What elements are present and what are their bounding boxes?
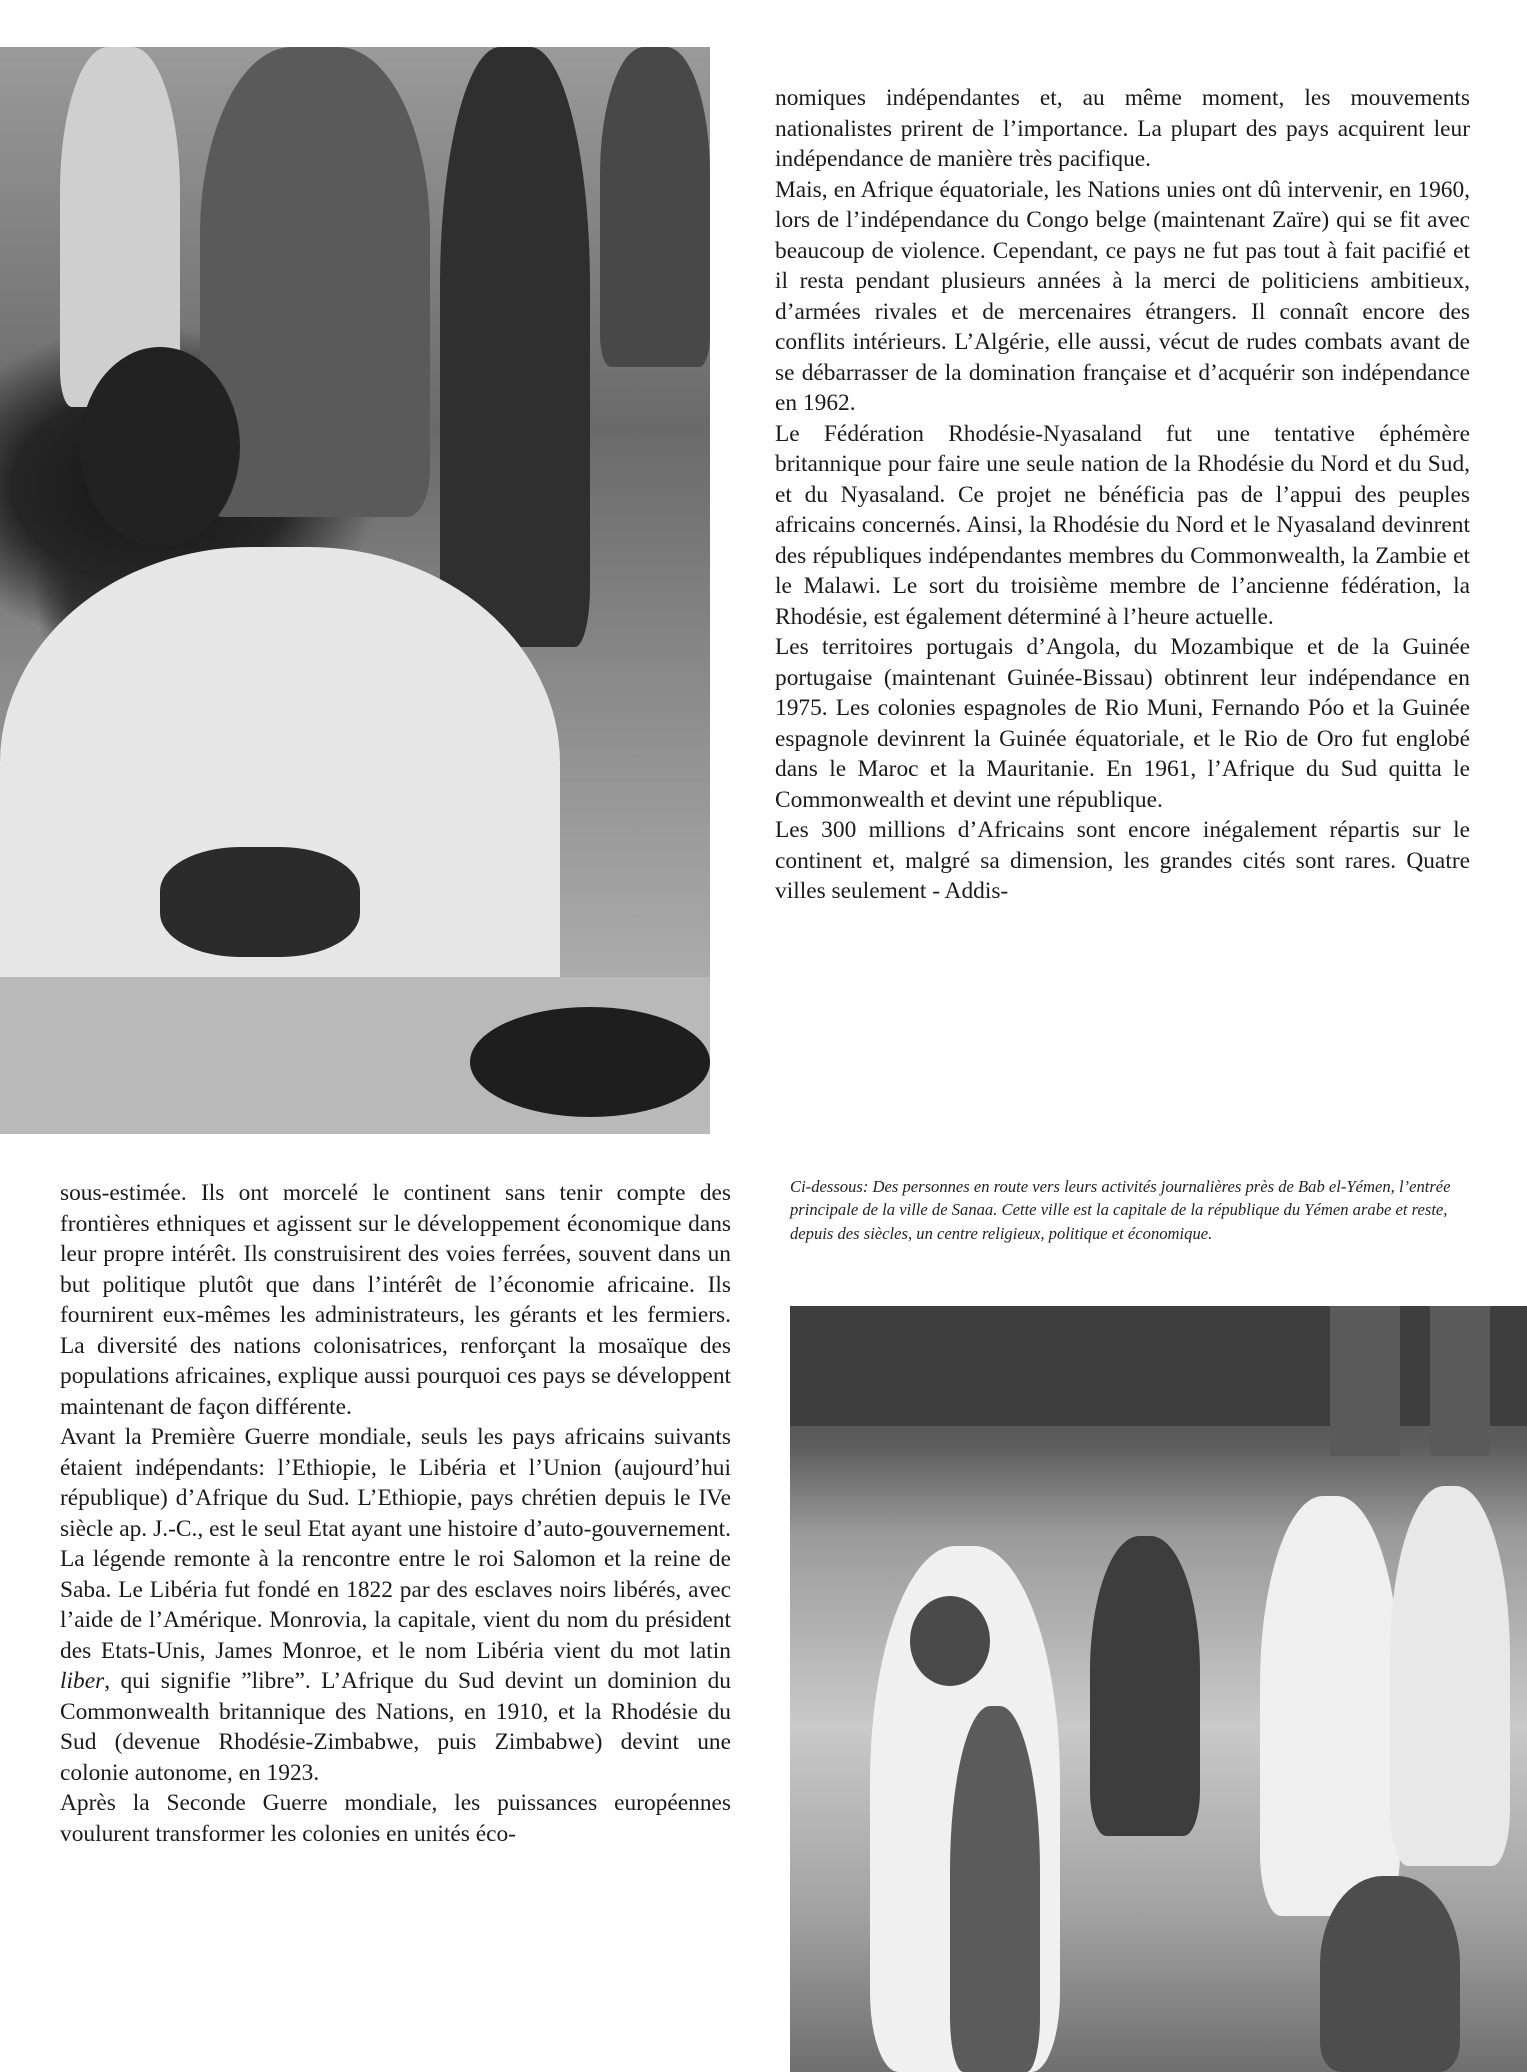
- text-column-bottom-left: [60, 1178, 731, 1849]
- paragraph: Après la Seconde Guerre mondiale, les puissances européennes voulurent transformer les colonies en unités éco-: [60, 1790, 731, 1847]
- bowl: [470, 1007, 710, 1117]
- gate-column: [1330, 1306, 1400, 1456]
- boy-vest: [1090, 1536, 1200, 1836]
- seated-man-head: [80, 347, 240, 547]
- gate-column: [1430, 1306, 1490, 1456]
- text-column-top-right: [775, 83, 1470, 907]
- paragraph: Mais, en Afrique équatoriale, les Nations unies ont dû intervenir, en 1960, lors de l’indépendance du Congo belge (maintenant Zaïre) qui se fit avec beaucoup de violence. Cependant, ce pays ne fut pas tout à fait pacifié et il resta pendant plusieurs années à la merci de politiciens ambitieux, d’armées rivales et de mercenaires étrangers. Il connaît encore des conflits intérieurs. L’Algérie, elle aussi, vécut de rudes combats avant de se débarrasser de la domination française et d’acquérir son indépendance en 1962.: [775, 176, 1470, 416]
- photo-seated-man: [0, 47, 710, 1134]
- photo-sanaa-street: [790, 1306, 1527, 2072]
- photo-caption: Ci-dessous: Des personnes en route vers leurs activités journalières près de Bab el-Yémen, l’entrée principale de la ville de Sanaa. Cette ville est la capitale de la république du Yémen arabe et reste, depuis des siècles, un centre religieux, politique et économique.: [790, 1177, 1451, 1243]
- standing-figure-right: [600, 47, 710, 367]
- paragraph: Les territoires portugais d’Angola, du Mozambique et de la Guinée portugaise (maintenant Guinée-Bissau) obtinrent leur indépendance en 1975. Les colonies espagnoles de Rio Muni, Fernando Póo et la Guinée espagnole devinrent la Guinée équatoriale, et le Rio de Oro fut englobé dans le Maroc et la Mauritanie. En 1961, l’Afrique du Sud quitta le Commonwealth et devint une république.: [775, 634, 1470, 813]
- paragraph: sous-estimée. Ils ont morcelé le continent sans tenir compte des frontières ethniques et agissent sur le développement économique dans leur propre intérêt. Ils construisirent des voies ferrées, souvent dans un but politique plutôt que dans l’intérêt de l’économie africaine. Ils fournirent eux-mêmes les administrateurs, les gérants et les fermiers. La diversité des nations colonisatrices, renforçant la mosaïque des populations africaines, explique aussi pourquoi ces pays se développent maintenant de façon différente.: [60, 1180, 732, 1420]
- man-white-far-right: [1390, 1486, 1510, 1866]
- seated-man-arm: [160, 847, 360, 957]
- child-foreground: [1320, 1876, 1460, 2072]
- paragraph-text: , qui signifie ”libre”. L’Afrique du Sud devint un dominion du Commonwealth britannique des Nations, en 1910, et la Rhodésie du Sud (devenue Rhodésie-Zimbabwe, puis Zimbabwe) devint une colonie autonome, en 1923.: [60, 1668, 731, 1786]
- gate-building: [790, 1306, 1527, 1426]
- paragraph: Les 300 millions d’Africains sont encore inégalement répartis sur le continent et, malgré sa dimension, les grandes cités sont rares. Quatre villes seulement - Addis-: [775, 817, 1470, 904]
- man-white-right: [1260, 1496, 1400, 1916]
- paragraph: [60, 1422, 731, 1788]
- latin-word: liber: [60, 1668, 105, 1694]
- shawl: [950, 1706, 1040, 2072]
- paragraph: nomiques indépendantes et, au même moment, les mouvements nationalistes prirent de l’importance. La plupart des pays acquirent leur indépendance de manière très pacifique.: [775, 85, 1470, 172]
- paragraph-text: Avant la Première Guerre mondiale, seuls les pays africains suivants étaient indépendants: l’Ethiopie, le Libéria et l’Union (aujourd’hui république) d’Afrique du Sud. L’Ethiopie, pays chrétien depuis le IVe siècle ap. J.-C., est le seul Etat ayant une histoire d’auto-gouvernement. La légende remonte à la rencontre entre le roi Salomon et la reine de Saba. Le Libéria fut fondé en 1822 par des esclaves noirs libérés, avec l’aide de l’Amérique. Monrovia, la capitale, vient du nom du président des Etats-Unis, James Monroe, et le nom Libéria vient du mot latin: [60, 1424, 731, 1664]
- man-face: [910, 1596, 990, 1686]
- standing-figure-dark: [440, 47, 590, 647]
- paragraph: Le Fédération Rhodésie-Nyasaland fut une tentative éphémère britannique pour faire une seule nation de la Rhodésie du Nord et du Sud, et du Nyasaland. Ce projet ne bénéficia pas de l’appui des peuples africains concernés. Ainsi, la Rhodésie du Nord et le Nyasaland devinrent des républiques indépendantes membres du Commonwealth, la Zambie et le Malawi. Le sort du troisième membre de l’ancienne fédération, la Rhodésie, est également déterminé à l’heure actuelle.: [775, 420, 1470, 630]
